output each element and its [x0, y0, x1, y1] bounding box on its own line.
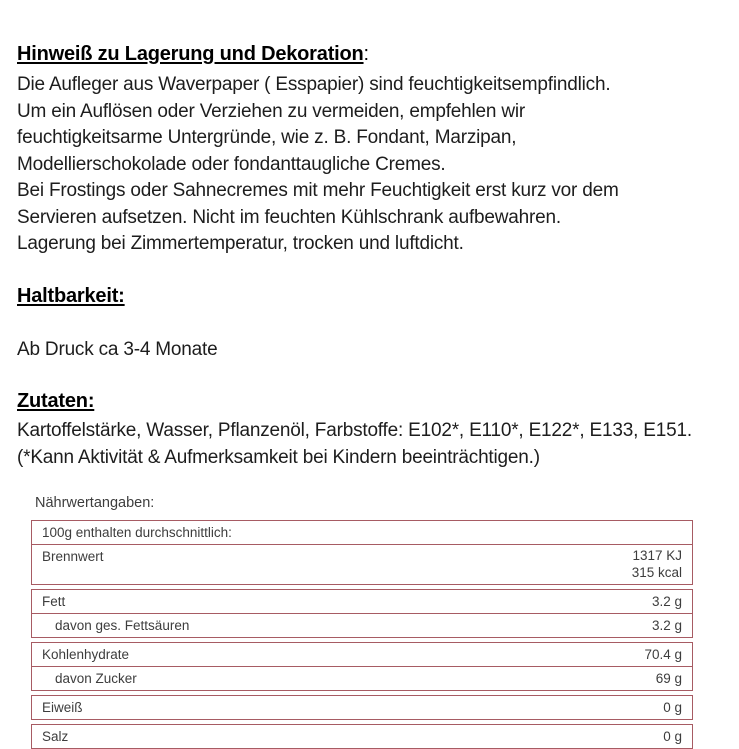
energy-kcal-value: 315 kcal [631, 564, 682, 580]
ingredients-heading-text: Zutaten: [17, 390, 95, 412]
row-value: 69 g [655, 671, 682, 686]
ingredients-line: (*Kann Aktivität & Aufmerksamkeit bei Kindern beeinträchtigen.) [17, 446, 540, 468]
row-label: Fett [42, 594, 66, 609]
paragraph-line: Servieren aufsetzen. Nicht im feuchten Kühlschrank aufbewahren. [17, 206, 561, 228]
energy-kj-value: 1317 KJ [632, 548, 682, 563]
table-header-row [32, 521, 692, 544]
table-header-label: 100g enthalten durchschnittlich: [42, 525, 232, 540]
shelf-life-text: Ab Druck ca 3-4 Monate [17, 338, 218, 360]
nutrition-section-fat [31, 589, 693, 638]
table-row-brennwert [32, 544, 692, 584]
paragraph-line: Um ein Auflösen oder Verziehen zu vermeiden, empfehlen wir [17, 100, 526, 122]
storage-heading-colon: : [363, 43, 369, 65]
ingredients-heading [17, 389, 711, 413]
row-value: 0 g [663, 700, 682, 715]
row-value: 3.2 g [651, 618, 682, 633]
row-label: Kohlenhydrate [42, 647, 130, 662]
nutrition-section-carbs [31, 642, 693, 691]
shelf-life-heading [17, 284, 711, 308]
ingredients-paragraph [17, 418, 711, 471]
table-row-zucker [32, 666, 692, 690]
storage-heading-text: Hinweiß zu Lagerung und Dekoration [17, 43, 364, 65]
row-label: davon Zucker [55, 671, 137, 686]
paragraph-line: feuchtigkeitsarme Untergründe, wie z. B. Fondant, Marzipan, [17, 127, 517, 148]
row-value: 3.2 g [651, 594, 682, 609]
row-value: 0 g [663, 729, 682, 744]
paragraph-line: Modellierschokolade oder fondanttaugliche Cremes. [17, 153, 446, 175]
shelf-life-heading-text: Haltbarkeit: [17, 284, 125, 307]
table-row-fettsaeuren [32, 613, 692, 637]
row-value [632, 548, 682, 581]
nutrition-section-salt [31, 724, 693, 749]
row-value: 70.4 g [644, 647, 682, 662]
paragraph-line: Lagerung bei Zimmertemperatur, trocken und luftdicht. [17, 233, 464, 254]
table-row-salz [32, 725, 692, 748]
nutrition-section-energy [31, 520, 693, 585]
storage-paragraph [17, 72, 711, 258]
nutrition-section-protein [31, 695, 693, 720]
ingredients-line: Kartoffelstärke, Wasser, Pflanzenöl, Farbstoffe: E102*, E110*, E122*, E133, E151. [17, 420, 692, 441]
row-label: Eiweiß [42, 700, 83, 715]
paragraph-line: Die Aufleger aus Waverpaper ( Esspapier) sind feuchtigkeitsempfindlich. [17, 74, 611, 95]
row-label: Brennwert [42, 549, 104, 564]
storage-section-heading [17, 42, 711, 66]
table-row-fett [32, 590, 692, 613]
table-row-eiweiss [32, 696, 692, 719]
row-label: Salz [42, 729, 69, 744]
paragraph-line: Bei Frostings oder Sahnecremes mit mehr Feuchtigkeit erst kurz vor dem [17, 180, 619, 201]
row-label: davon ges. Fettsäuren [55, 618, 190, 633]
nutrition-table [31, 520, 693, 749]
nutrition-label: Nährwertangaben: [35, 495, 155, 511]
table-row-kohlenhydrate [32, 643, 692, 666]
